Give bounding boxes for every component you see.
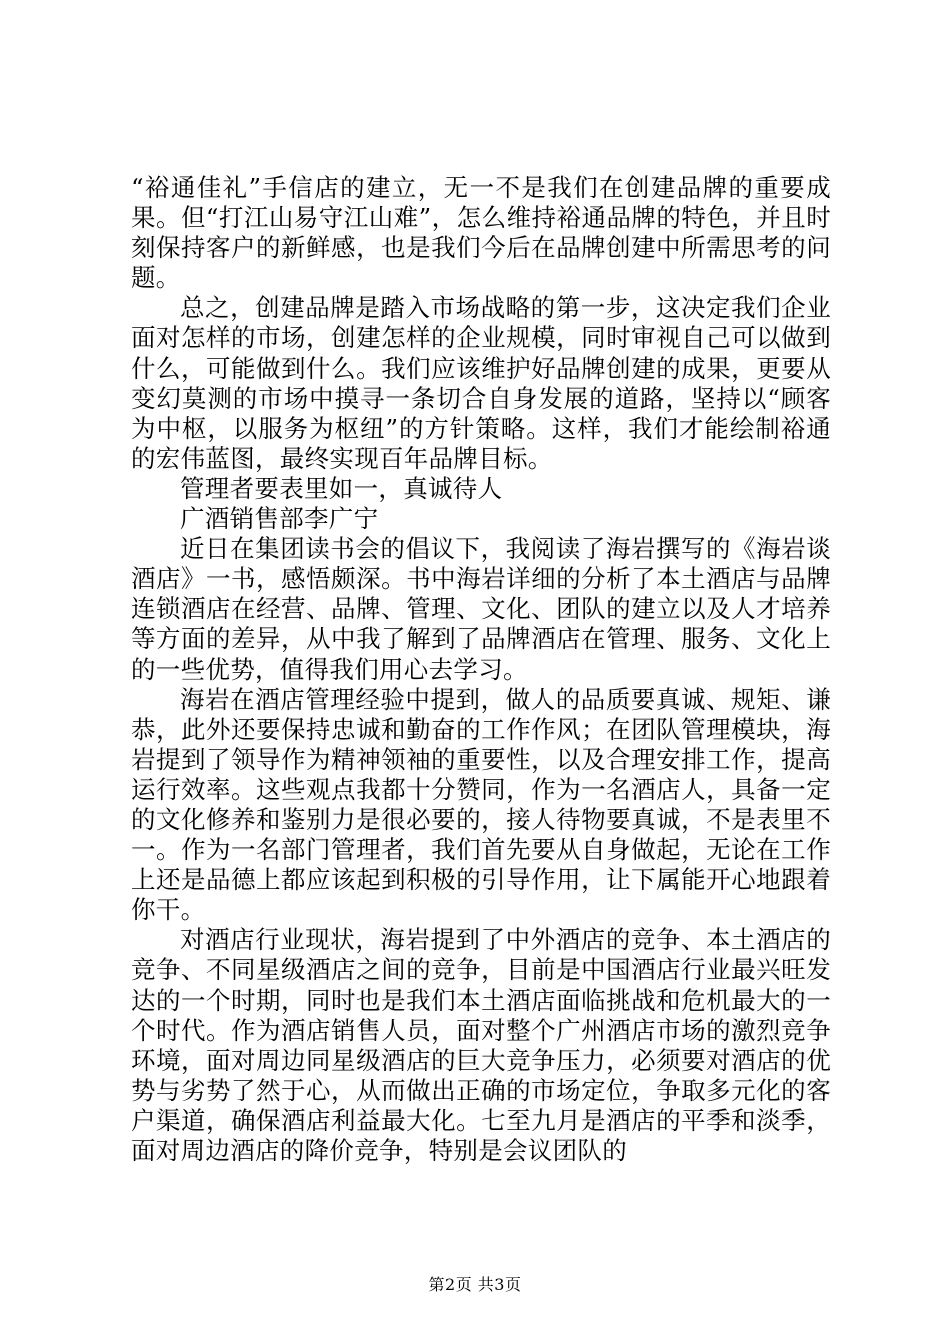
paragraph-management: 海岩在酒店管理经验中提到，做人的品质要真诚、规矩、谦恭，此外还要保持忠诚和勤奋的工作作风；在团队管理模块，海岩提到了领导作为精神领袖的重要性，以及合理安排工作，提高运行效率。这些观点我都十分赞同，作为一名酒店人，具备一定的文化修养和鉴别力是很必要的，接人待物要真诚，不是表里不一。作为一名部门管理者，我们首先要从自身做起，无论在工作上还是品德上都应该起到积极的引导作用，让下属能开心地跟着你干。 (131, 684, 831, 925)
page-footer: 第2页 共3页 (428, 1275, 522, 1294)
page-body (131, 173, 831, 1166)
paragraph-intro: 近日在集团读书会的倡议下，我阅读了海岩撰写的《海岩谈酒店》一书，感悟颇深。书中海岩详细的分析了本土酒店与品牌连锁酒店在经营、品牌、管理、文化、团队的建立以及人才培养等方面的差异，从中我了解到了品牌酒店在管理、服务、文化上的一些优势，值得我们用心去学习。 (131, 534, 831, 684)
paragraph-conclusion: 总之，创建品牌是踏入市场战略的第一步，这决定我们企业面对怎样的市场，创建怎样的企业规模，同时审视自己可以做到什么，可能做到什么。我们应该维护好品牌创建的成果，更要从变幻莫测的市场中摸寻一条切合自身发展的道路，坚持以“顾客为中枢，以服务为枢纽”的方针策略。这样，我们才能绘制裕通的宏伟蓝图，最终实现百年品牌目标。 (131, 293, 832, 473)
article-title: 管理者要表里如一，真诚待人 (180, 473, 503, 503)
paragraph-industry: 对酒店行业现状，海岩提到了中外酒店的竞争、本土酒店的竞争、不同星级酒店之间的竞争，目前是中国酒店行业最兴旺发达的一个时期，同时也是我们本土酒店面临挑战和危机最大的一个时代。作为酒店销售人员，面对整个广州酒店市场的激烈竞争环境，面对周边同星级酒店的巨大竞争压力，必须要对酒店的优势与劣势了然于心，从而做出正确的市场定位，争取多元化的客户渠道，确保酒店利益最大化。七至九月是酒店的平季和淡季，面对周边酒店的降价竞争，特别是会议团队的 (131, 925, 831, 1165)
paragraph-continued: “裕通佳礼”手信店的建立，无一不是我们在创建品牌的重要成果。但“打江山易守江山难”，怎么维持裕通品牌的特色，并且时刻保持客户的新鲜感，也是我们今后在品牌创建中所需思考的问题。 (131, 173, 831, 293)
article-author: 广酒销售部李广宁 (180, 504, 379, 534)
